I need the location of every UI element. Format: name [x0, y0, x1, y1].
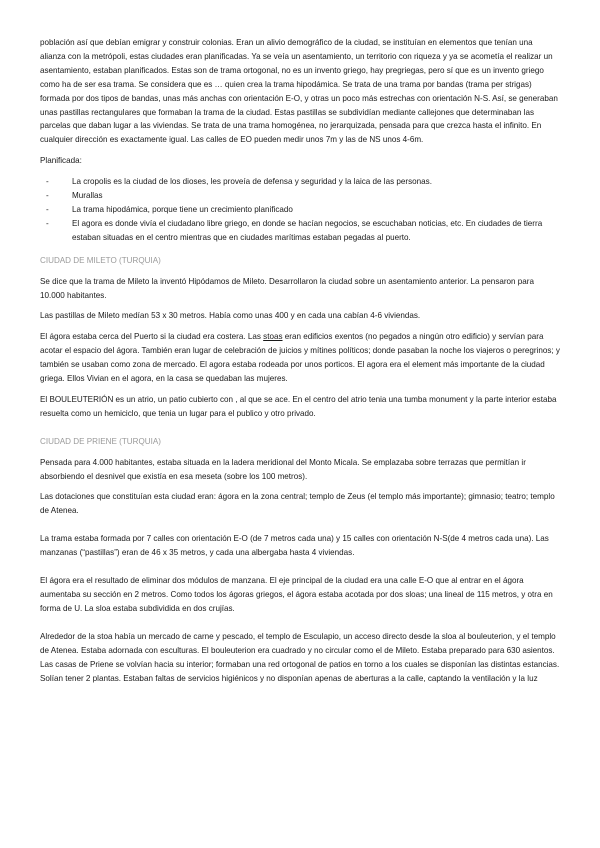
mileto-paragraph-2: Las pastillas de Mileto medían 53 x 30 metros. Había como unas 400 y en cada una cabían 4-6 viviendas. [40, 311, 421, 321]
list-item: - El agora es donde vivía el ciudadano libre griego, en donde se hacían negocios, se escuchaban noticias, etc. En ciudades de tierra estaban situadas en el centro mientras que en ciudades marítimas estaban pegadas al puerto. [40, 217, 560, 245]
priene-paragraph-2: Las dotaciones que constituían esta ciudad eran: ágora en la zona central; templo de Zeus (el templo más importante); gimnasio; teatro; templo de Atenea. [40, 492, 555, 516]
priene-heading: CIUDAD DE PRIENE (TURQUIA) [40, 436, 161, 446]
priene-paragraph-1: Pensada para 4.000 habitantes, estaba situada en la ladera meridional del Monto Micala. Se emplazaba sobre terrazas que permitían ir absorbiendo el desnivel que existía en esa meseta (sobre los 100 metros). [40, 457, 526, 481]
priene-paragraph-5: Alrededor de la stoa había un mercado de carne y pescado, el templo de Esculapio, un acceso directo desde la sloa al bouleuterion, y el templo de Atenea. Estaba adornada con esculturas. El bouleuterion era cuadrado y no circular como el de Mileto. Estaba preparado para 630 asientos. Las casas de Priene se volvían hacia su interior; formaban una red ortogonal de patios en torno a los cuales se disponían las distintas estancias. Solían tener 2 plantas. Estaban faltas de servicios higiénicos y no disponían apenas de aberturas a la calle, captando la ventilación y la luz [40, 631, 560, 683]
planificada-list [40, 175, 560, 245]
list-item: - La trama hipodámica, porque tiene un crecimiento planificado [40, 203, 560, 217]
mileto-p3-start: El ágora estaba cerca del Puerto si la ciudad era costera. Las [40, 332, 264, 342]
mileto-paragraph-4: El BOULEUTERIÓN es un atrio, un patio cubierto con , al que se ace. En el centro del atrio tenia una tumba monument y la parte interior estaba resuelta como un hemiciclo, que tenia un lugar para el publico y otro privado. [40, 394, 557, 418]
priene-paragraph-3: La trama estaba formada por 7 calles con orientación E-O (de 7 metros cada una) y 15 calles con orientación N-S(de 4 metros cada una). Las manzanas (“pastillas”) eran de 46 x 35 metros, y cada una albergaba hasta 4 viviendas. [40, 534, 549, 558]
planificada-label: Planificada: [40, 156, 82, 166]
intro-paragraph: población así que debían emigrar y construir colonias. Eran un alivio demográfico de la ciudad, se instituían en elementos que tenían una alianza con la metrópoli, estas ciudades eran planificadas. Ya se veía un asentamiento, un territorio con riqueza y ya se acometía el realizar un asentamiento, estaban planificados. Estas son de trama ortogonal, no es un invento griego, hay pregriegas, pero sí que es un invento griego como ha de ser esa trama. Se considera que es … quien crea la trama hipodámica. Se trata de una trama por bandas (trama per strigas) formada por dos tipos de bandas, unas más anchas con orientación E-O, y otras un poco más estrechas con orientación N-S. Así, se generaban unas pastillas rectangulares que formaban la trama de la ciudad. Estas pastillas se subdividían mediante callejones que determinaban las parcelas que daban lugar a las viviendas. Se trata de una trama homogénea, no jerarquizada, pensada para que crezca hasta el infinito. En cualquier dirección es exactamente igual. Las calles de EO pueden medir unos 7m y las de NS unos 4-6m. [40, 38, 558, 145]
list-item: - Murallas [40, 189, 560, 203]
list-item: - La cropolis es la ciudad de los dioses, les proveía de defensa y seguridad y la laica de las personas. [40, 175, 560, 189]
mileto-paragraph-1: Se dice que la trama de Mileto la inventó Hipódamos de Mileto. Desarrollaron la ciudad sobre un asentamiento anterior. La pensaron para 10.000 habitantes. [40, 276, 535, 300]
stoas-underlined-word: stoas [263, 332, 283, 342]
priene-paragraph-4: El ágora era el resultado de eliminar dos módulos de manzana. El eje principal de la ciudad era una calle E-O que al entrar en el ágora aumentaba su sección en 2 metros. Como todos los ágoras griegos, el ágora estaba acotada por dos sloas; una lineal de 115 metros, y otra en forma de U. La sloa estaba subdividida en dos crujías. [40, 576, 553, 613]
mileto-heading: CIUDAD DE MILETO (TURQUIA) [40, 255, 161, 265]
mileto-paragraph-3 [40, 330, 560, 386]
mileto-p3-end: eran edificios exentos (no pegados a ningún otro edificio) y servían para acotar el espacio del ágora. También eran lugar de celebración de juicios y mítines políticos; donde pasaban la noche los viajeros o peregrinos; y también se usaban como zona de mercado. El agora estaba rodeada por unos porticos. El agora era el element más importante de la ciudad griega. Ellos Vivian en el agora, en la casa se quedaban las mujeres. [40, 332, 560, 384]
